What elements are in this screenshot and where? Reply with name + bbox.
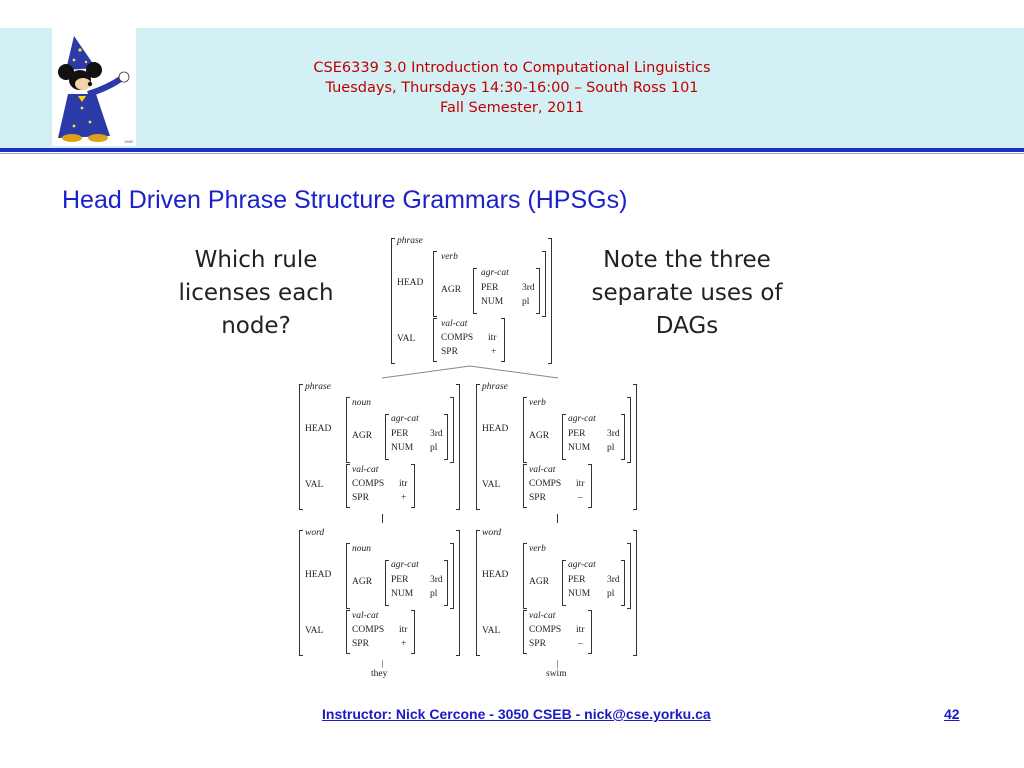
per-label: PER <box>481 283 499 293</box>
per-value: 3rd <box>522 283 535 293</box>
course-schedule: Tuesdays, Thursdays 14:30-16:00 – South Ross 101 <box>325 80 699 96</box>
agr-label: AGR <box>441 285 462 295</box>
branch-swim-leaf <box>557 660 558 668</box>
num-value: pl <box>430 589 438 599</box>
head-type: verb <box>529 398 546 408</box>
slide-title: Head Driven Phrase Structure Grammars (HPSGs) <box>62 186 628 214</box>
head-type: verb <box>529 544 546 554</box>
agr-cat-label: agr-cat <box>481 268 509 278</box>
head-label: HEAD <box>482 424 509 434</box>
svg-text:1989: 1989 <box>124 140 133 144</box>
comps-value: itr <box>399 479 408 489</box>
agr-label: AGR <box>529 577 550 587</box>
comps-label: COMPS <box>441 333 474 343</box>
val-cat-label: val-cat <box>352 465 379 475</box>
num-label: NUM <box>568 589 591 599</box>
comps-label: COMPS <box>529 625 562 635</box>
comps-label: COMPS <box>352 479 385 489</box>
agr-label: AGR <box>352 577 373 587</box>
per-label: PER <box>568 575 586 585</box>
val-cat-label: val-cat <box>352 611 379 621</box>
num-value: pl <box>607 589 615 599</box>
agr-cat-label: agr-cat <box>568 414 596 424</box>
head-type: noun <box>352 544 371 554</box>
agr-cat-label: agr-cat <box>391 414 419 424</box>
per-value: 3rd <box>607 429 620 439</box>
node-type: word <box>482 528 502 538</box>
branch-they-leaf <box>382 660 383 668</box>
val-label: VAL <box>482 626 501 636</box>
branch-vp-word <box>557 514 558 523</box>
comps-value: itr <box>576 625 585 635</box>
branch-np-word <box>382 514 383 523</box>
avm-np <box>299 382 463 510</box>
avm-vp <box>476 382 640 510</box>
spr-label: SPR <box>529 639 546 649</box>
course-title: CSE6339 3.0 Introduction to Computational Linguistics <box>313 60 711 76</box>
head-label: HEAD <box>397 278 424 288</box>
head-label: HEAD <box>305 424 332 434</box>
agr-label: AGR <box>529 431 550 441</box>
comps-value: itr <box>399 625 408 635</box>
per-value: 3rd <box>430 429 443 439</box>
agr-cat-label: agr-cat <box>568 560 596 570</box>
spr-value: + <box>491 347 497 357</box>
avm-word-they <box>299 528 463 656</box>
comps-label: COMPS <box>352 625 385 635</box>
val-cat-label: val-cat <box>529 611 556 621</box>
comps-value: itr <box>488 333 497 343</box>
spr-value: – <box>578 493 583 503</box>
spr-label: SPR <box>529 493 546 503</box>
note-three-uses: Note the three separate uses of DAGs <box>591 247 783 339</box>
per-label: PER <box>391 429 409 439</box>
agr-label: AGR <box>352 431 373 441</box>
course-semester: Fall Semester, 2011 <box>440 100 584 116</box>
node-type: phrase <box>305 382 331 392</box>
spr-value: + <box>401 639 407 649</box>
node-type: word <box>305 528 325 538</box>
comps-label: COMPS <box>529 479 562 489</box>
hpsg-tree: phrase HEAD verb AGR agr-cat PER 3rd NUM pl VAL val-cat COMPS itr SPR + phrase HEAD noun AGR agr-cat PER 3rd NUM pl VAL val-cat COMPS itr SPR + phrase HEAD verb AGR agr-cat PER 3rd NUM pl VAL val-cat COMPS itr SPR – word HEAD noun AGR agr-cat PER 3rd NUM pl VAL val-cat COMPS itr SPR + word HEAD verb AGR agr-cat PER 3rd NUM pl VAL val-cat COMPS itr SPR – they swim <box>0 0 1024 768</box>
spr-label: SPR <box>352 639 369 649</box>
val-label: VAL <box>305 626 324 636</box>
val-cat-label: val-cat <box>529 465 556 475</box>
head-type: noun <box>352 398 371 408</box>
num-value: pl <box>607 443 615 453</box>
val-label: VAL <box>305 480 324 490</box>
page-number[interactable]: 42 <box>944 706 960 722</box>
num-label: NUM <box>568 443 591 453</box>
num-value: pl <box>522 297 530 307</box>
comps-value: itr <box>576 479 585 489</box>
spr-label: SPR <box>441 347 458 357</box>
per-label: PER <box>568 429 586 439</box>
head-label: HEAD <box>305 570 332 580</box>
node-type: phrase <box>397 236 423 246</box>
per-label: PER <box>391 575 409 585</box>
num-label: NUM <box>481 297 504 307</box>
node-type: phrase <box>482 382 508 392</box>
spr-label: SPR <box>352 493 369 503</box>
val-cat-label: val-cat <box>441 319 468 329</box>
spr-value: + <box>401 493 407 503</box>
instructor-footer-link[interactable]: Instructor: Nick Cercone - 3050 CSEB - nick@cse.yorku.ca <box>322 706 711 722</box>
note-which-rule: Which rule licenses each node? <box>178 247 334 339</box>
val-label: VAL <box>482 480 501 490</box>
avm-root <box>391 236 555 364</box>
agr-cat-label: agr-cat <box>391 560 419 570</box>
per-value: 3rd <box>430 575 443 585</box>
avm-word-swim <box>476 528 640 656</box>
val-label: VAL <box>397 334 416 344</box>
spr-value: – <box>578 639 583 649</box>
head-type: verb <box>441 252 458 262</box>
per-value: 3rd <box>607 575 620 585</box>
root-branches <box>370 364 570 384</box>
head-label: HEAD <box>482 570 509 580</box>
num-value: pl <box>430 443 438 453</box>
num-label: NUM <box>391 589 414 599</box>
num-label: NUM <box>391 443 414 453</box>
